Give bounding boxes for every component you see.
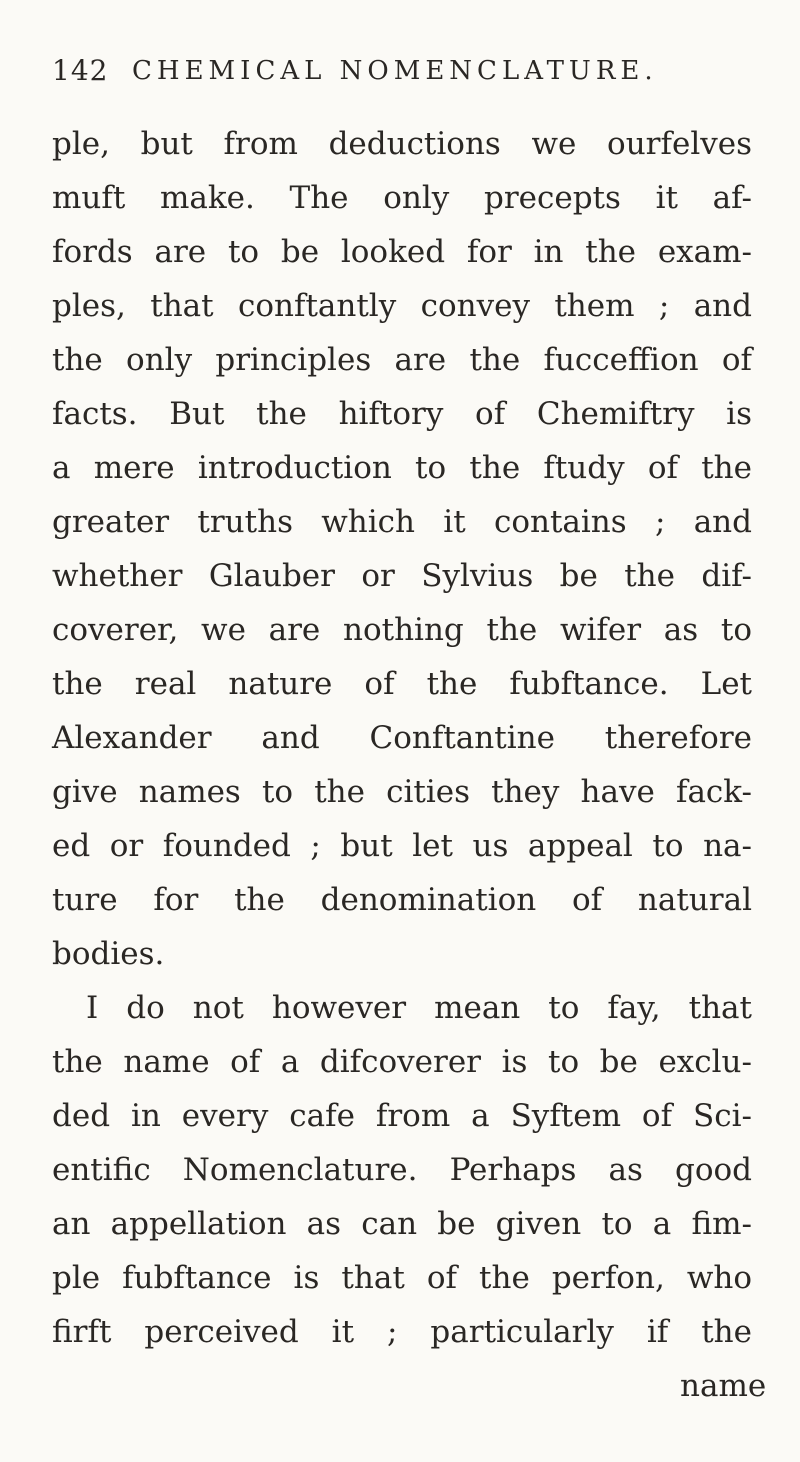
text-line: greater truths which it contains ; and xyxy=(52,504,752,540)
text-line: ple fubftance is that of the perfon, who xyxy=(52,1260,752,1296)
text-line: ple, but from deductions we ourfelves xyxy=(52,126,752,162)
text-line: entific Nomenclature. Perhaps as good xyxy=(52,1152,752,1188)
text-line: a mere introduction to the ftudy of the xyxy=(52,450,752,486)
text-line: ed or founded ; but let us appeal to na- xyxy=(52,828,752,864)
catchword: name xyxy=(680,1368,767,1404)
text-line: bodies. xyxy=(52,936,165,972)
text-line: the real nature of the fubftance. Let xyxy=(52,666,752,702)
text-line: facts. But the hiftory of Chemiftry is xyxy=(52,396,752,432)
text-line: whether Glauber or Sylvius be the dif- xyxy=(52,558,752,594)
text-line: give names to the cities they have fack- xyxy=(52,774,752,810)
running-title: CHEMICAL NOMENCLATURE. xyxy=(132,56,658,86)
text-line: firft perceived it ; particularly if the xyxy=(52,1314,752,1350)
text-line: the name of a difcoverer is to be exclu- xyxy=(52,1044,752,1080)
page-number: 142 xyxy=(52,54,109,87)
text-line: fords are to be looked for in the exam- xyxy=(52,234,752,270)
text-line: ded in every cafe from a Syftem of Sci- xyxy=(52,1098,752,1134)
text-line: I do not however mean to fay, that xyxy=(86,990,752,1026)
running-head xyxy=(52,54,752,94)
text-line: coverer, we are nothing the wifer as to xyxy=(52,612,752,648)
text-line: ture for the denomination of natural xyxy=(52,882,752,918)
text-line: the only principles are the fucceffion of xyxy=(52,342,752,378)
text-line: ples, that conftantly convey them ; and xyxy=(52,288,752,324)
text-line: muft make. The only precepts it af- xyxy=(52,180,752,216)
text-line: Alexander and Conftantine therefore xyxy=(52,720,752,756)
text-line: an appellation as can be given to a fim- xyxy=(52,1206,752,1242)
